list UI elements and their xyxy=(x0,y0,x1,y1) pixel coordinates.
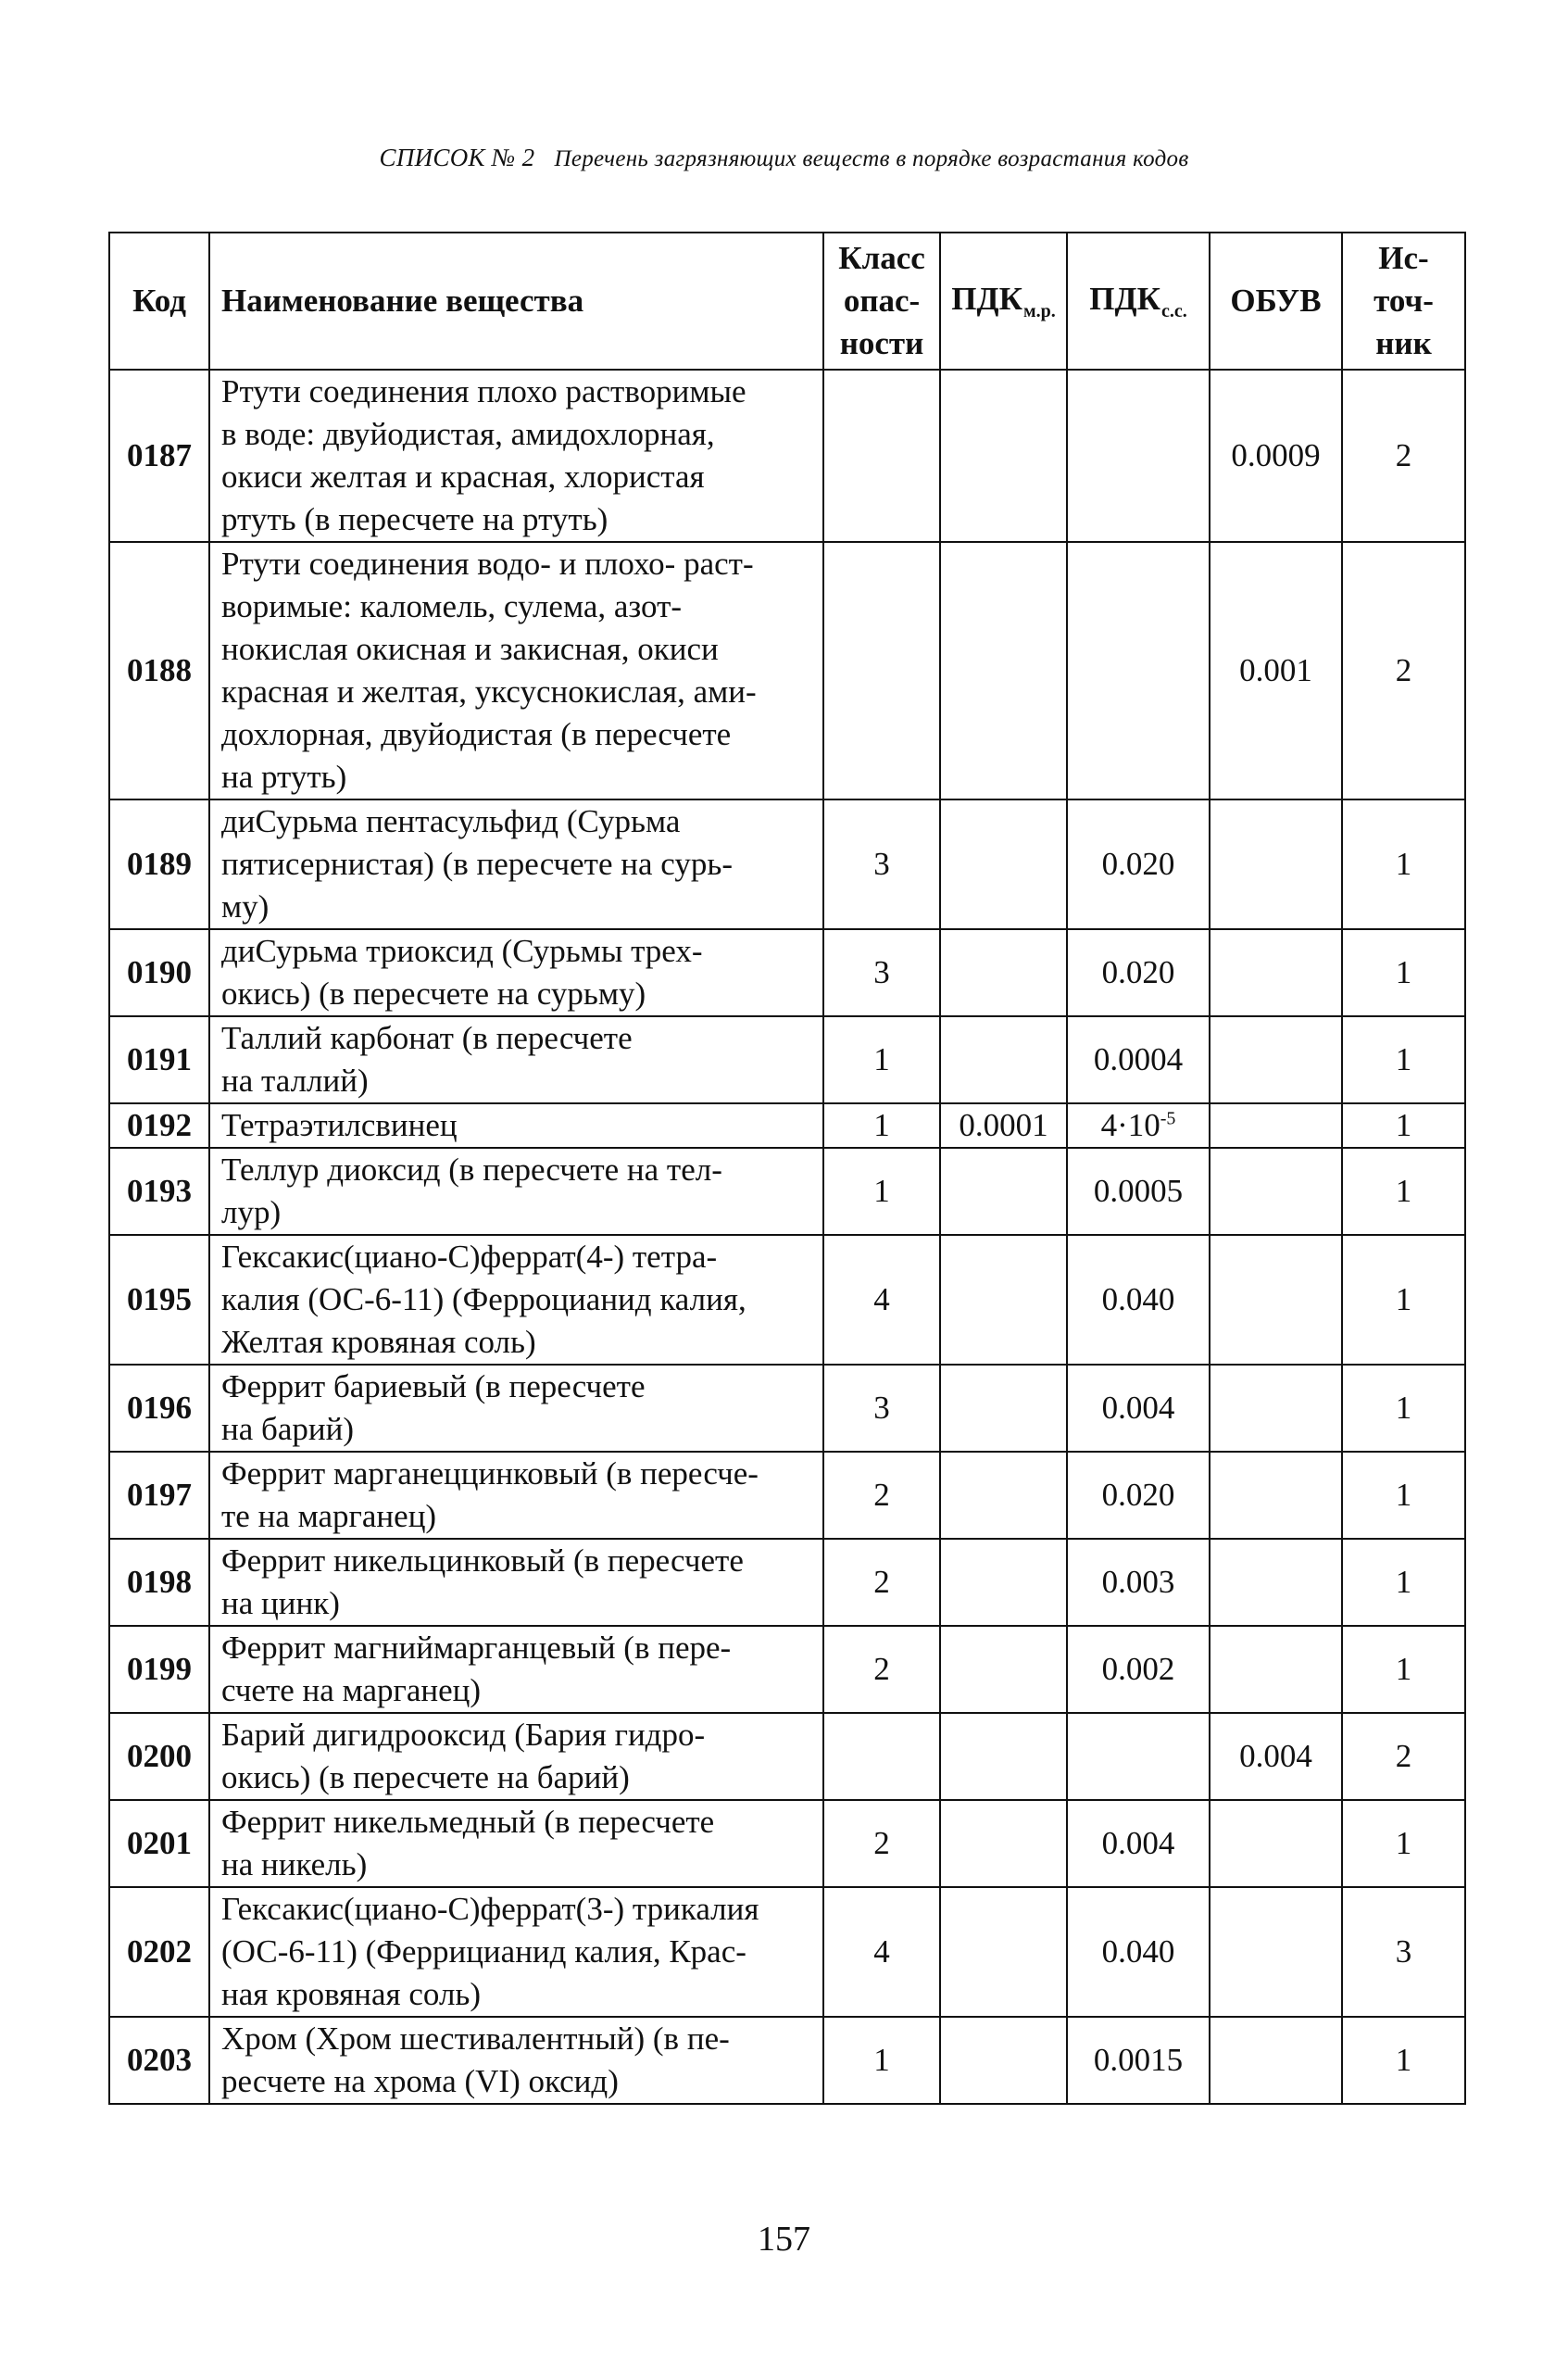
cell-pdk-mr xyxy=(940,1539,1067,1626)
cell-pdk-ss: 0.0015 xyxy=(1067,2017,1210,2104)
cell-name-line: на барий) xyxy=(221,1411,354,1447)
cell-source: 1 xyxy=(1342,2017,1465,2104)
table-row xyxy=(109,542,1465,799)
cell-pdk-ss: 0.0004 xyxy=(1067,1016,1210,1103)
cell-obuv xyxy=(1210,1365,1342,1452)
cell-pdk-mr xyxy=(940,929,1067,1016)
cell-obuv xyxy=(1210,799,1342,929)
cell-code: 0188 xyxy=(109,542,209,799)
header-pdk-mr-label: ПДК xyxy=(951,280,1022,317)
cell-name xyxy=(209,1235,823,1365)
cell-name xyxy=(209,1713,823,1800)
cell-name-line: Гексакис(циано-С)феррат(4-) тетра- xyxy=(221,1239,718,1275)
cell-hazard-class: 2 xyxy=(823,1539,940,1626)
header-hazard-line2: опас- xyxy=(843,283,921,319)
cell-name xyxy=(209,1016,823,1103)
cell-obuv xyxy=(1210,1103,1342,1148)
cell-pdk-ss: 0.040 xyxy=(1067,1235,1210,1365)
cell-obuv: 0.001 xyxy=(1210,542,1342,799)
header-source xyxy=(1342,233,1465,370)
cell-name xyxy=(209,1539,823,1626)
cell-source: 2 xyxy=(1342,1713,1465,1800)
cell-pdk-mr: 0.0001 xyxy=(940,1103,1067,1148)
cell-pdk-mr xyxy=(940,1148,1067,1235)
cell-pdk-mr xyxy=(940,1016,1067,1103)
cell-hazard-class: 1 xyxy=(823,1103,940,1148)
header-obuv: ОБУВ xyxy=(1210,233,1342,370)
table-row xyxy=(109,1235,1465,1365)
header-pdk-mr xyxy=(940,233,1067,370)
cell-name-line: Ртути соединения плохо растворимые xyxy=(221,373,746,409)
cell-pdk-ss: 0.003 xyxy=(1067,1539,1210,1626)
cell-name-line: на никель) xyxy=(221,1846,368,1882)
cell-obuv xyxy=(1210,1016,1342,1103)
header-hazard-class xyxy=(823,233,940,370)
header-pdk-ss xyxy=(1067,233,1210,370)
cell-name xyxy=(209,1148,823,1235)
cell-hazard-class xyxy=(823,1713,940,1800)
cell-source: 2 xyxy=(1342,542,1465,799)
table-row xyxy=(109,1016,1465,1103)
cell-hazard-class xyxy=(823,542,940,799)
cell-pdk-ss: 0.004 xyxy=(1067,1800,1210,1887)
cell-name-line: Гексакис(циано-С)феррат(3-) трикалия xyxy=(221,1891,759,1927)
cell-pdk-ss: 0.040 xyxy=(1067,1887,1210,2017)
cell-hazard-class: 3 xyxy=(823,799,940,929)
cell-pdk-ss xyxy=(1067,1713,1210,1800)
cell-code: 0190 xyxy=(109,929,209,1016)
table-row xyxy=(109,1713,1465,1800)
cell-obuv xyxy=(1210,1235,1342,1365)
header-hazard-line1: Класс xyxy=(838,240,925,276)
cell-obuv xyxy=(1210,929,1342,1016)
cell-pdk-ss xyxy=(1067,1103,1210,1148)
cell-name-line: на ртуть) xyxy=(221,759,347,795)
cell-pdk-mr xyxy=(940,1452,1067,1539)
cell-pdk-mr xyxy=(940,1800,1067,1887)
cell-name-line: те на марганец) xyxy=(221,1498,437,1534)
cell-name-line: ная кровяная соль) xyxy=(221,1976,482,2012)
cell-code: 0196 xyxy=(109,1365,209,1452)
cell-source: 1 xyxy=(1342,1365,1465,1452)
cell-obuv xyxy=(1210,2017,1342,2104)
cell-name-line: Таллий карбонат (в пересчете xyxy=(221,1020,633,1056)
cell-name-line: диСурьма пентасульфид (Сурьма xyxy=(221,803,681,839)
cell-pdk-ss: 0.002 xyxy=(1067,1626,1210,1713)
header-pdk-mr-sub: м.р. xyxy=(1022,300,1056,321)
cell-name-line: калия (ОС-6-11) (Ферроцианид калия, xyxy=(221,1281,746,1317)
cell-hazard-class: 4 xyxy=(823,1235,940,1365)
cell-code: 0192 xyxy=(109,1103,209,1148)
cell-code: 0199 xyxy=(109,1626,209,1713)
header-code: Код xyxy=(109,233,209,370)
cell-name-line: Ртути соединения водо- и плохо- раст- xyxy=(221,546,754,582)
table-row xyxy=(109,1103,1465,1148)
page-title xyxy=(0,144,1568,172)
cell-name xyxy=(209,799,823,929)
list-title: СПИСОК № 2 xyxy=(379,144,535,171)
table-header-row xyxy=(109,233,1465,370)
page-number: 157 xyxy=(758,2220,810,2259)
cell-name-line: в воде: двуйодистая, амидохлорная, xyxy=(221,416,715,452)
cell-code: 0187 xyxy=(109,370,209,542)
cell-name-line: Барий дигидрооксид (Бария гидро- xyxy=(221,1717,706,1753)
table-row xyxy=(109,799,1465,929)
table-row xyxy=(109,1887,1465,2017)
cell-source: 1 xyxy=(1342,1148,1465,1235)
cell-name-line: ртуть (в пересчете на ртуть) xyxy=(221,501,608,537)
table-row xyxy=(109,1800,1465,1887)
table-row xyxy=(109,1365,1465,1452)
cell-hazard-class: 2 xyxy=(823,1452,940,1539)
cell-pdk-ss: 0.0005 xyxy=(1067,1148,1210,1235)
cell-pdk-mr xyxy=(940,799,1067,929)
cell-pdk-ss-base: 4·10 xyxy=(1100,1107,1160,1143)
cell-pdk-mr xyxy=(940,1235,1067,1365)
cell-name xyxy=(209,1365,823,1452)
cell-code: 0202 xyxy=(109,1887,209,2017)
table-row xyxy=(109,370,1465,542)
cell-name-line: окись) (в пересчете на барий) xyxy=(221,1759,630,1795)
cell-name xyxy=(209,370,823,542)
cell-source: 1 xyxy=(1342,1539,1465,1626)
cell-name-line: Феррит никельцинковый (в пересчете xyxy=(221,1542,744,1579)
cell-name-line: Тетраэтилсвинец xyxy=(221,1107,458,1143)
cell-name-line: счете на марганец) xyxy=(221,1672,482,1708)
header-pdk-ss-label: ПДК xyxy=(1089,280,1160,317)
header-source-line2: точ- xyxy=(1374,283,1434,319)
cell-code: 0201 xyxy=(109,1800,209,1887)
cell-pdk-ss xyxy=(1067,542,1210,799)
cell-name-line: му) xyxy=(221,888,270,925)
table-row xyxy=(109,1452,1465,1539)
cell-name xyxy=(209,1103,823,1148)
cell-name-line: Хром (Хром шестивалентный) (в пе- xyxy=(221,2020,730,2057)
table-row xyxy=(109,1626,1465,1713)
cell-obuv xyxy=(1210,1626,1342,1713)
cell-pdk-mr xyxy=(940,2017,1067,2104)
cell-name-line: нокислая окисная и закисная, окиси xyxy=(221,631,719,667)
cell-hazard-class: 3 xyxy=(823,1365,940,1452)
cell-name-line: Феррит марганеццинковый (в пересче- xyxy=(221,1455,759,1492)
cell-pdk-mr xyxy=(940,1626,1067,1713)
cell-pdk-ss-exponent: -5 xyxy=(1160,1108,1176,1129)
cell-hazard-class: 1 xyxy=(823,1148,940,1235)
cell-obuv xyxy=(1210,1539,1342,1626)
cell-code: 0200 xyxy=(109,1713,209,1800)
cell-obuv xyxy=(1210,1148,1342,1235)
header-pdk-ss-sub: с.с. xyxy=(1160,300,1187,321)
cell-name-line: дохлорная, двуйодистая (в пересчете xyxy=(221,716,732,752)
cell-source: 1 xyxy=(1342,1016,1465,1103)
cell-hazard-class: 2 xyxy=(823,1800,940,1887)
cell-pdk-ss: 0.020 xyxy=(1067,799,1210,929)
cell-code: 0198 xyxy=(109,1539,209,1626)
table-row xyxy=(109,1148,1465,1235)
cell-source: 1 xyxy=(1342,1626,1465,1713)
cell-obuv xyxy=(1210,1452,1342,1539)
cell-pdk-mr xyxy=(940,1887,1067,2017)
table-row xyxy=(109,929,1465,1016)
cell-code: 0189 xyxy=(109,799,209,929)
cell-name-line: Феррит бариевый (в пересчете xyxy=(221,1368,646,1404)
cell-pdk-ss: 0.004 xyxy=(1067,1365,1210,1452)
cell-pdk-mr xyxy=(940,1365,1067,1452)
list-subtitle: Перечень загрязняющих веществ в порядке возрастания кодов xyxy=(554,146,1189,171)
cell-name-line: окись) (в пересчете на сурьму) xyxy=(221,976,646,1012)
cell-source: 1 xyxy=(1342,799,1465,929)
cell-source: 1 xyxy=(1342,1103,1465,1148)
cell-name xyxy=(209,1800,823,1887)
cell-name-line: (ОС-6-11) (Феррицианид калия, Крас- xyxy=(221,1933,746,1970)
cell-hazard-class: 3 xyxy=(823,929,940,1016)
cell-name-line: красная и желтая, уксуснокислая, ами- xyxy=(221,673,757,710)
cell-obuv xyxy=(1210,1887,1342,2017)
cell-name-line: на цинк) xyxy=(221,1585,340,1621)
cell-name xyxy=(209,2017,823,2104)
cell-name-line: ресчете на хрома (VI) оксид) xyxy=(221,2063,619,2099)
cell-code: 0203 xyxy=(109,2017,209,2104)
cell-hazard-class: 4 xyxy=(823,1887,940,2017)
cell-obuv xyxy=(1210,1800,1342,1887)
cell-name-line: Теллур диоксид (в пересчете на тел- xyxy=(221,1152,722,1188)
header-source-line1: Ис- xyxy=(1378,240,1429,276)
cell-name xyxy=(209,929,823,1016)
cell-hazard-class: 1 xyxy=(823,2017,940,2104)
cell-source: 1 xyxy=(1342,929,1465,1016)
cell-pdk-ss: 0.020 xyxy=(1067,929,1210,1016)
cell-source: 3 xyxy=(1342,1887,1465,2017)
cell-code: 0191 xyxy=(109,1016,209,1103)
cell-pdk-mr xyxy=(940,542,1067,799)
cell-name xyxy=(209,1887,823,2017)
cell-name-line: диСурьма триоксид (Сурьмы трех- xyxy=(221,933,703,969)
cell-name-line: Желтая кровяная соль) xyxy=(221,1324,536,1360)
substances-table xyxy=(108,232,1466,2105)
cell-hazard-class: 2 xyxy=(823,1626,940,1713)
cell-name xyxy=(209,1626,823,1713)
header-name: Наименование вещества xyxy=(209,233,823,370)
cell-name-line: окиси желтая и красная, хлористая xyxy=(221,459,705,495)
cell-name-line: пятисернистая) (в пересчете на сурь- xyxy=(221,846,733,882)
cell-name xyxy=(209,1452,823,1539)
cell-name-line: на таллий) xyxy=(221,1063,369,1099)
cell-source: 1 xyxy=(1342,1452,1465,1539)
cell-hazard-class: 1 xyxy=(823,1016,940,1103)
cell-pdk-mr xyxy=(940,370,1067,542)
cell-code: 0193 xyxy=(109,1148,209,1235)
cell-name xyxy=(209,542,823,799)
table-row xyxy=(109,2017,1465,2104)
cell-name-line: лур) xyxy=(221,1194,282,1230)
cell-pdk-mr xyxy=(940,1713,1067,1800)
cell-name-line: Феррит магниймарганцевый (в пере- xyxy=(221,1630,732,1666)
header-source-line3: ник xyxy=(1375,325,1432,361)
cell-source: 1 xyxy=(1342,1235,1465,1365)
table-body xyxy=(109,370,1465,2104)
cell-code: 0197 xyxy=(109,1452,209,1539)
cell-source: 1 xyxy=(1342,1800,1465,1887)
cell-obuv: 0.0009 xyxy=(1210,370,1342,542)
cell-obuv: 0.004 xyxy=(1210,1713,1342,1800)
cell-name-line: воримые: каломель, сулема, азот- xyxy=(221,588,683,624)
cell-name-line: Феррит никельмедный (в пересчете xyxy=(221,1804,715,1840)
header-hazard-line3: ности xyxy=(839,325,924,361)
table-row xyxy=(109,1539,1465,1626)
cell-source: 2 xyxy=(1342,370,1465,542)
cell-pdk-ss: 0.020 xyxy=(1067,1452,1210,1539)
cell-hazard-class xyxy=(823,370,940,542)
cell-code: 0195 xyxy=(109,1235,209,1365)
cell-pdk-ss xyxy=(1067,370,1210,542)
